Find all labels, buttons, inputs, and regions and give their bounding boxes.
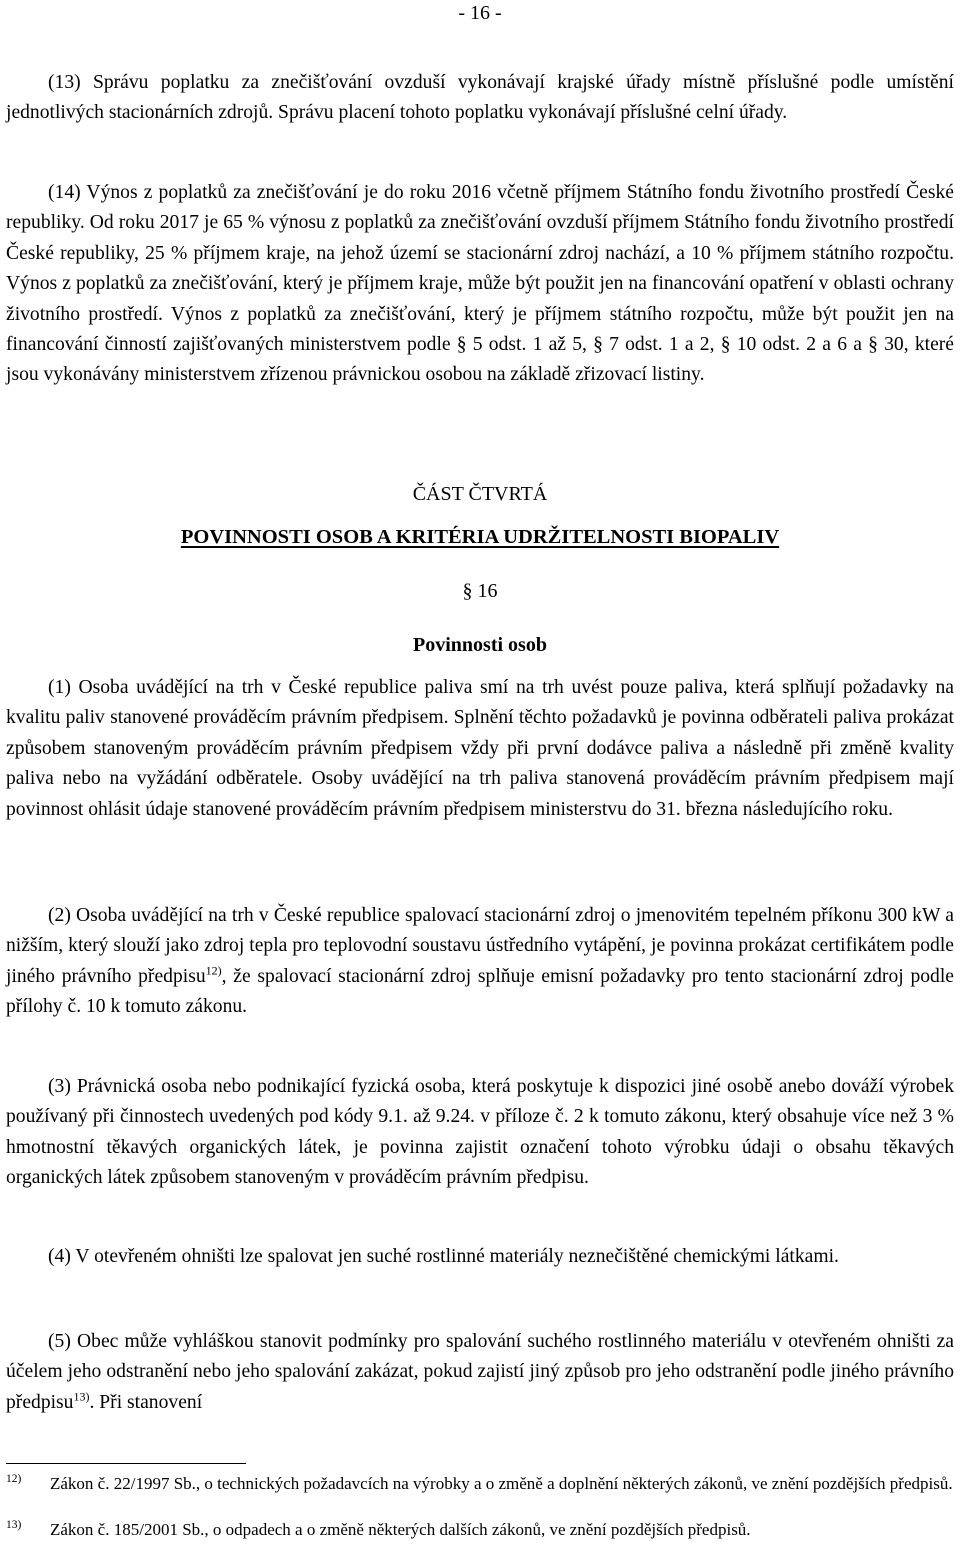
footnote-ref-13[interactable]: 13) xyxy=(73,1389,90,1404)
paragraph-13: (13) Správu poplatku za znečišťování ovzduší vykonávají krajské úřady místně příslušné podle umístění jednotlivých stacionárních zdrojů. Správu placení tohoto poplatku vykonávají příslušné celní úřady. xyxy=(6,72,954,124)
section-paragraph-5 xyxy=(6,1327,954,1418)
footnote-text: Zákon č. 22/1997 Sb., o technických požadavcích na výrobky a o změně a doplnění některých zákonů, ve znění pozdějších předpisů. xyxy=(50,1474,953,1493)
section-symbol: § 16 xyxy=(462,580,498,602)
paragraph-5-text-a: (5) Obec může vyhláškou stanovit podmínky pro spalování suchého rostlinného materiálu v otevřeném ohništi za účelem jeho odstranění nebo jeho spalování zakázat, pokud zajistí jiný způsob pro jeho odstranění podle jiného právního předpisu xyxy=(6,1331,954,1413)
footnote-text: Zákon č. 185/2001 Sb., o odpadech a o změně některých dalších zákonů, ve znění pozdějších předpisů. xyxy=(50,1520,751,1539)
paragraph-14: (14) Výnos z poplatků za znečišťování je do roku 2016 včetně příjmem Státního fondu životního prostředí České republiky. Od roku 2017 je 65 % výnosu z poplatků za znečišťování ovzduší příjmem Státního fondu životního prostředí České republiky, 25 % příjmem kraje, na jehož území se stacionární zdroj nachází, a 10 % příjmem státního rozpočtu. Výnos z poplatků za znečišťování, který je příjmem kraje, může být použit jen na financování opatření v oblasti ochrany životního prostředí. Výnos z poplatků za znečišťování, který je příjmem státního rozpočtu, může být použit jen na financování činností zajišťovaných ministerstvem podle § 5 odst. 1 až 5, § 7 odst. 1 a 2, § 10 odst. 2 a 6 a § 30, které jsou vykonávány ministerstvem zřízenou právnickou osobou na základě zřizovací listiny. xyxy=(6,182,954,386)
paragraph-5-text-b: . Při stanovení xyxy=(89,1391,203,1413)
paragraph-2-text-a: (2) Osoba uvádějící na trh v České republice spalovací stacionární zdroj o jmenovitém tepelném příkonu 300 kW a nižším, který slouží jako zdroj tepla pro teplovodní soustavu ústředního vytápění, je povinna prokázat certifikátem podle jiného právního předpisu xyxy=(6,905,954,987)
part-heading: POVINNOSTI OSOB A KRITÉRIA UDRŽITELNOSTI BIOPALIV xyxy=(180,526,780,548)
footnote-divider xyxy=(6,1463,246,1464)
section-paragraph-1: (1) Osoba uvádějící na trh v České republice paliva smí na trh uvést pouze paliva, která splňují požadavky na kvalitu paliv stanovené prováděcím právním předpisem. Splnění těchto požadavků je povinna odběrateli paliva prokázat způsobem stanoveným prováděcím právním předpisem vždy při první dodávce paliva a následně při změně kvality paliva nebo na vyžádání odběratele. Osoby uvádějící na trh paliva stanovená prováděcím právním předpisem mají povinnost ohlásit údaje stanovené prováděcím právním předpisem ministerstvu do 31. března následujícího roku. xyxy=(6,677,954,820)
footnote-12 xyxy=(6,1473,954,1495)
section-paragraph-2 xyxy=(6,901,954,1023)
section-title: Povinnosti osob xyxy=(413,634,547,656)
footnote-ref-12[interactable]: 12) xyxy=(205,963,222,978)
footnote-number: 12) xyxy=(6,1473,22,1485)
paragraph-2-text-b: , že spalovací stacionární zdroj splňuje emisní požadavky pro tento stacionární zdroj podle přílohy č. 10 k tomuto zákonu. xyxy=(6,965,954,1018)
section-paragraph-3: (3) Právnická osoba nebo podnikající fyzická osoba, která poskytuje k dispozici jiné osobě anebo dováží výrobek používaný při činnostech uvedených pod kódy 9.1. až 9.24. v příloze č. 2 k tomuto zákonu, který obsahuje více než 3 % hmotnostní těkavých organických látek, je povinna zajistit označení tohoto výrobku údaji o obsahu těkavých organických látek způsobem stanoveným v prováděcím právním předpisu. xyxy=(6,1076,954,1189)
footnote-number: 13) xyxy=(6,1519,22,1531)
page-number: - 16 - xyxy=(458,2,502,24)
section-paragraph-4: (4) V otevřeném ohništi lze spalovat jen suché rostlinné materiály neznečištěné chemickými látkami. xyxy=(48,1246,839,1267)
footnote-13 xyxy=(6,1519,954,1541)
part-title: ČÁST ČTVRTÁ xyxy=(412,483,548,505)
